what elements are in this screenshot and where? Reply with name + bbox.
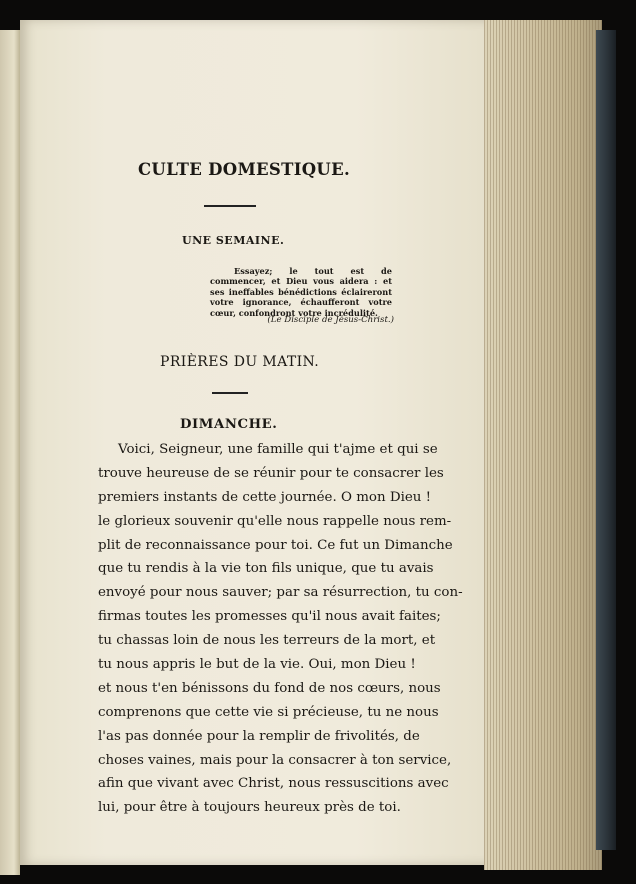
day-heading: DIMANCHE.	[180, 417, 278, 432]
text-line: le glorieux souvenir qu'elle nous rappelle nous rem-	[98, 513, 452, 529]
text-line: plit de reconnaissance pour toi. Ce fut un Dimanche	[98, 537, 453, 553]
text-line: afin que vivant avec Christ, nous ressuscitions avec	[98, 776, 449, 792]
book-cover-edge	[596, 30, 616, 850]
text-line: Voici, Seigneur, une famille qui t'ajme et qui se	[118, 442, 438, 457]
section-heading: UNE SEMAINE.	[182, 234, 285, 247]
epigraph: Essayez; le tout est de commencer, et Dieu vous aidera : et ses ineffables bénédictions éclaireront votre ignorance, échaufferont votre cœur, confondront votre incrédulité.	[210, 266, 392, 318]
text-line: firmas toutes les promesses qu'il nous avait faites;	[98, 609, 441, 625]
text-line: tu chassas loin de nous les terreurs de la mort, et	[98, 633, 436, 649]
text-line: envoyé pour nous sauver; par sa résurrection, tu con-	[98, 585, 463, 601]
book-page	[20, 20, 498, 865]
title-rule	[204, 205, 256, 207]
page-title: CULTE DOMESTIQUE.	[138, 160, 350, 179]
text-line: tu nous appris le but de la vie. Oui, mon Dieu !	[98, 657, 416, 673]
text-line: que tu rendis à la vie ton fils unique, que tu avais	[98, 561, 434, 577]
text-line: comprenons que cette vie si précieuse, tu ne nous	[98, 704, 439, 720]
left-page-edge	[0, 30, 20, 875]
text-line: lui, pour être à toujours heureux près de toi.	[98, 800, 401, 816]
text-line: choses vaines, mais pour la consacrer à ton service,	[98, 752, 452, 768]
epigraph-source: (Le Disciple de Jésus-Christ.)	[267, 315, 394, 325]
subtitle-rule	[212, 392, 248, 394]
prayer-text	[98, 438, 463, 820]
text-line: premiers instants de cette journée. O mon Dieu !	[98, 489, 432, 505]
text-line: trouve heureuse de se réunir pour te consacrer les	[98, 465, 444, 481]
subtitle: PRIÈRES DU MATIN.	[160, 354, 320, 370]
text-line: et nous t'en bénissons du fond de nos cœurs, nous	[98, 680, 441, 696]
page-block-edge	[484, 20, 602, 870]
text-line: l'as pas donnée pour la remplir de frivolités, de	[98, 728, 420, 744]
